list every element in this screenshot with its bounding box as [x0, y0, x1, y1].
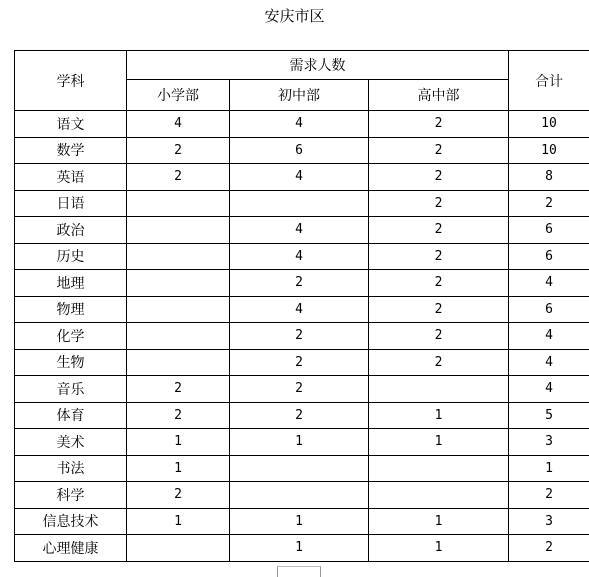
cell-junior: 6 — [230, 137, 369, 164]
table-row — [15, 296, 589, 323]
cell-senior: 2 — [369, 270, 509, 297]
cell-junior: 4 — [230, 296, 369, 323]
table-row — [15, 190, 589, 217]
header-subject: 学科 — [15, 51, 127, 111]
cell-primary: 2 — [127, 137, 230, 164]
page-bottom-marker — [277, 566, 321, 577]
cell-junior — [230, 455, 369, 482]
table-row — [15, 137, 589, 164]
cell-total: 2 — [509, 482, 589, 509]
cell-primary: 4 — [127, 111, 230, 138]
cell-subject: 英语 — [15, 164, 127, 191]
table-row — [15, 243, 589, 270]
cell-total: 4 — [509, 349, 589, 376]
cell-junior — [230, 482, 369, 509]
cell-senior: 2 — [369, 323, 509, 350]
cell-senior: 1 — [369, 508, 509, 535]
cell-total: 2 — [509, 190, 589, 217]
header-demand-group: 需求人数 — [127, 51, 509, 80]
cell-senior: 1 — [369, 402, 509, 429]
cell-subject: 书法 — [15, 455, 127, 482]
cell-total: 5 — [509, 402, 589, 429]
cell-senior: 2 — [369, 137, 509, 164]
cell-primary: 1 — [127, 455, 230, 482]
header-primary: 小学部 — [127, 80, 230, 111]
cell-senior — [369, 455, 509, 482]
cell-senior: 2 — [369, 190, 509, 217]
cell-total: 4 — [509, 376, 589, 403]
cell-senior: 1 — [369, 429, 509, 456]
cell-junior: 4 — [230, 111, 369, 138]
cell-total: 2 — [509, 535, 589, 562]
table-row — [15, 376, 589, 403]
cell-subject: 日语 — [15, 190, 127, 217]
table-row — [15, 455, 589, 482]
cell-subject: 心理健康 — [15, 535, 127, 562]
cell-junior — [230, 190, 369, 217]
cell-primary — [127, 323, 230, 350]
cell-primary — [127, 217, 230, 244]
cell-subject: 美术 — [15, 429, 127, 456]
table-row — [15, 535, 589, 562]
cell-senior: 2 — [369, 217, 509, 244]
cell-junior: 2 — [230, 402, 369, 429]
cell-total: 6 — [509, 217, 589, 244]
cell-senior — [369, 482, 509, 509]
cell-primary: 2 — [127, 402, 230, 429]
cell-subject: 语文 — [15, 111, 127, 138]
table-body — [15, 111, 589, 562]
table-row — [15, 402, 589, 429]
cell-subject: 政治 — [15, 217, 127, 244]
cell-total: 6 — [509, 296, 589, 323]
table-row — [15, 111, 589, 138]
cell-total: 10 — [509, 137, 589, 164]
cell-junior: 2 — [230, 270, 369, 297]
table-row — [15, 164, 589, 191]
cell-junior: 4 — [230, 217, 369, 244]
cell-junior: 1 — [230, 508, 369, 535]
cell-junior: 1 — [230, 429, 369, 456]
cell-junior: 4 — [230, 243, 369, 270]
cell-subject: 科学 — [15, 482, 127, 509]
cell-subject: 信息技术 — [15, 508, 127, 535]
cell-subject: 化学 — [15, 323, 127, 350]
cell-total: 3 — [509, 429, 589, 456]
cell-senior: 1 — [369, 535, 509, 562]
cell-primary: 2 — [127, 482, 230, 509]
cell-primary — [127, 296, 230, 323]
cell-primary — [127, 349, 230, 376]
cell-primary — [127, 190, 230, 217]
cell-junior: 2 — [230, 323, 369, 350]
table-row — [15, 482, 589, 509]
cell-subject: 生物 — [15, 349, 127, 376]
header-total: 合计 — [509, 51, 589, 111]
cell-total: 3 — [509, 508, 589, 535]
table-row — [15, 217, 589, 244]
cell-subject: 体育 — [15, 402, 127, 429]
cell-primary — [127, 535, 230, 562]
table-row — [15, 349, 589, 376]
cell-senior: 2 — [369, 243, 509, 270]
cell-senior: 2 — [369, 164, 509, 191]
demand-table — [14, 50, 589, 562]
cell-primary: 1 — [127, 429, 230, 456]
cell-subject: 物理 — [15, 296, 127, 323]
cell-subject: 数学 — [15, 137, 127, 164]
table-row — [15, 429, 589, 456]
cell-total: 10 — [509, 111, 589, 138]
cell-primary: 2 — [127, 376, 230, 403]
cell-total: 4 — [509, 323, 589, 350]
cell-subject: 音乐 — [15, 376, 127, 403]
cell-total: 8 — [509, 164, 589, 191]
cell-subject: 地理 — [15, 270, 127, 297]
cell-junior: 2 — [230, 349, 369, 376]
cell-subject: 历史 — [15, 243, 127, 270]
header-junior: 初中部 — [230, 80, 369, 111]
cell-total: 4 — [509, 270, 589, 297]
cell-junior: 1 — [230, 535, 369, 562]
cell-junior: 2 — [230, 376, 369, 403]
cell-primary — [127, 243, 230, 270]
cell-total: 6 — [509, 243, 589, 270]
table-row — [15, 323, 589, 350]
cell-primary: 1 — [127, 508, 230, 535]
table-row — [15, 270, 589, 297]
cell-senior: 2 — [369, 296, 509, 323]
table-title: 安庆市区 — [0, 6, 589, 26]
table-row — [15, 508, 589, 535]
cell-primary — [127, 270, 230, 297]
header-senior: 高中部 — [369, 80, 509, 111]
cell-total: 1 — [509, 455, 589, 482]
cell-senior: 2 — [369, 111, 509, 138]
cell-primary: 2 — [127, 164, 230, 191]
cell-senior: 2 — [369, 349, 509, 376]
cell-junior: 4 — [230, 164, 369, 191]
cell-senior — [369, 376, 509, 403]
